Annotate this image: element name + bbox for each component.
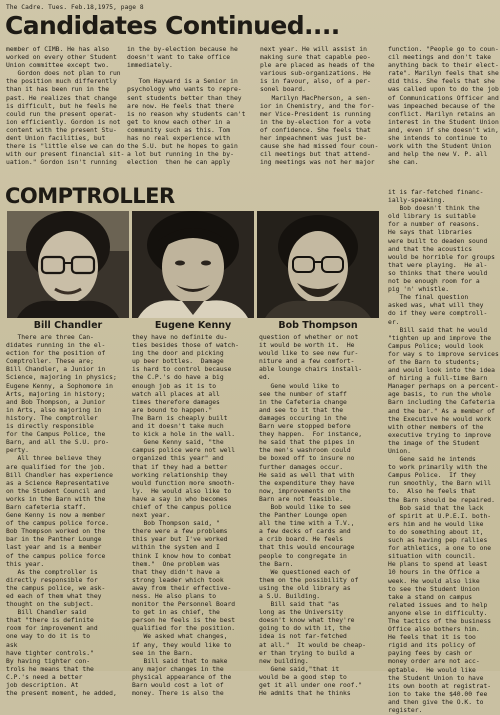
candidate-name-2: Eugene Kenny xyxy=(154,320,232,331)
section-heading-comptroller: COMPTROLLER xyxy=(5,184,175,208)
body-column-4: it is far-fetched financ- ially-speaking. Bob doesn't think the old library is suitable for a number of reasons. He says that libraries were built to deaden sound and that the acoustics would be horrible for groups that were playing. He al- so thinks that there would not be enough room for a pig 'n' whistle. The final question asked was, what will they do if they were comptroll- er. Bill said that he would "tighten up and improve the Campus Police; would look for way s to improve services of the Barn to students; and would look into the idea of hiring a full-time Barn Manager perhaps on a percent- age basis, to run the whole Barn including the Cafeteria and the bar." As a member of the Executive he would work with other members of the executive trying to improve the image of the Student Union. Gene said he intends to work primarily with the Campus Police. If they run smoothly, the Barn will to. Also he feels that the Barn should be repaired. Bob said that the lack of spirit at U.P.E.I. both- ers him and he would like to do something about it, such as having pep rallies for athletics, a one to one situation with council. He plans to spend at least 10 hours in the Office a week. He would also like to see the Student Union take a stand on campus related issues and to help anyone else in difficulty. The tactics of the business Office also bothers him. He feels that it is too rigid and its policy of paying fees by cash or money order are not acc- eptable. He would like the Student Union to have its own booth at registrat- ion to take the $40.00 fee and then give the O.K. to register. xyxy=(388,189,499,714)
candidate-photo-2 xyxy=(132,211,254,318)
top-column-3: next year. He will assist in making sure that capable peo- ple are placed as heads of the various sub-organizations. He is in favour, also, of a per- sonel board. Marilyn MacPherson, a sen- ior in Chemistry, and the for- mer Vice-President is running in the by-election for a vote of confidence. She feels that her impeachment was just be- cause she had missed four coun- cil meetings but that attend- ing meetings was not her major xyxy=(260,46,379,167)
body-column-2: they have no definite du- ties besides those of watch- ing the door and picking up beer bottles. Damage is hard to control because the C.P.'s do have a big enough job as it is to watch all places at all times therefore damages are bound to happen." The Barn is cheaply built and it doesn't take much to kick a hole in the wall. Gene Kenny said, "the campus police were not well organized this year" and that if they had a better working relationship they would function more smooth- ly. He would also like to have a say in who becomes chief of the campus police next year. Bob Thompson said, " there were a few problems this year but I've worked within the system and I think I know how to combat them." One problem was that they didn't have a strong leader which took away from their effective- ness. He also plans to monitor the Personnel Board to get in as chief, the person he feels is the best qualified for the position. We asked what changes, if any, they would like to see in the Barn. Bill said that to make any major changes in the physical appearance of the Barn would cost a lot of money. There is also the xyxy=(132,334,239,698)
candidate-name-1: Bill Chandler xyxy=(33,320,103,331)
running-head: The Cadre. Tues. Feb.18,1975, page 8 xyxy=(6,4,144,11)
body-column-1: There are three Can- didates running in the el- ection for the position of Comptroller. These are; Bill Chandler, a Junior in Science, majoring in physics; Eugene Kenny, a Sophomore in Arts, majoring in history; and Bob Thompson, a Junior in Arts, also majoring in history. The comptroller is directly responsible for the Campus Police, the Barn, and all the S.U. pro- perty. All three believe they are qualified for the job. Bill Chandler has experience as a Science Representative on the Student Council and works in the Barn with the Barn cafeteria staff. Gene Kenny is now a member of the campus police force. Bob Thompson worked on the bar in the Panther Lounge last year and is a member of the campus police force this year. As the comptroller is directly responsible for the campus police, we ask- ed each of them what they thought on the subject. Bill Chandler said that "there is definite room for improvement and one way to do it is to ask have tighter controls." By having tighter con- trols he means that the C.P.'s need a better job description. At the present moment, he added, xyxy=(6,334,117,698)
candidate-photo-3 xyxy=(257,211,379,318)
top-column-1: member of CIMB. He has also worked on every other Student Union committee except two. Gordon does not plan to run the position much differently than it has been run in the past. He realizes that change is difficult, but he feels he could run the present operat- ion efficiently. Gordon is not content with the present Stu- dent Union facilities, but there is "little else we can do with our present financial sit- uation." Gordon isn't running xyxy=(6,46,125,167)
candidate-photo-1 xyxy=(7,211,129,318)
candidate-name-3: Bob Thompson xyxy=(278,320,358,331)
top-column-4: function. "People go to coun- cil meetings and don't take anything back to their elect- rate". Marilyn feels that she did this. She feels that she was called upon to do the job of Communications Officer and was impeached because of the conflict. Marilyn retains an interest in the Student Union and, even if she doesn't win, she intends to continue to work with the Student Union and help the new V. P. all she can. xyxy=(388,46,499,167)
body-column-3: question of whether or not it would be worth it. He would like to see new fur- niture and a few comfort- able lounge chairs install- ed. Gene would like to see the number of staff in the Cafeteria change and see to it that the damages occuring in the Barn were stopped before they happen. For instance, he said that the pipes in the men's washroom could be boxed off to insure no further damages occur. He said as well that with the expenditure they have now, improvements on the Barn are not feasible. Bob would like to see the Panther Lounge open all the time with a T.V., a few decks of cards and a crib board. He feels that this would encourage people to congregate in the Barn. We questioned each of them on the possibility of using the old library as a S.U. Building. Bill said that "as long as the University doesn't know what they're going to do with it, the idea is not far-fetched at all." It would be cheap- er than trying to build a new building. Gene said,"that it would be a good step to get it all under one roof." He admits that he thinks xyxy=(259,334,366,698)
headline: Candidates Continued.... xyxy=(5,11,340,40)
top-column-2: in the by-election because he doesn't want to take office immediately. Tom Hayward is a Senior in psychology who wants to repre- sent students better than they are now. He feels that there is no reason why students can't get to know each other in a community such as this. Tom has no real experience with the S.U. but he hopes to gain a lot but running in the by- election then he can apply xyxy=(127,46,246,167)
